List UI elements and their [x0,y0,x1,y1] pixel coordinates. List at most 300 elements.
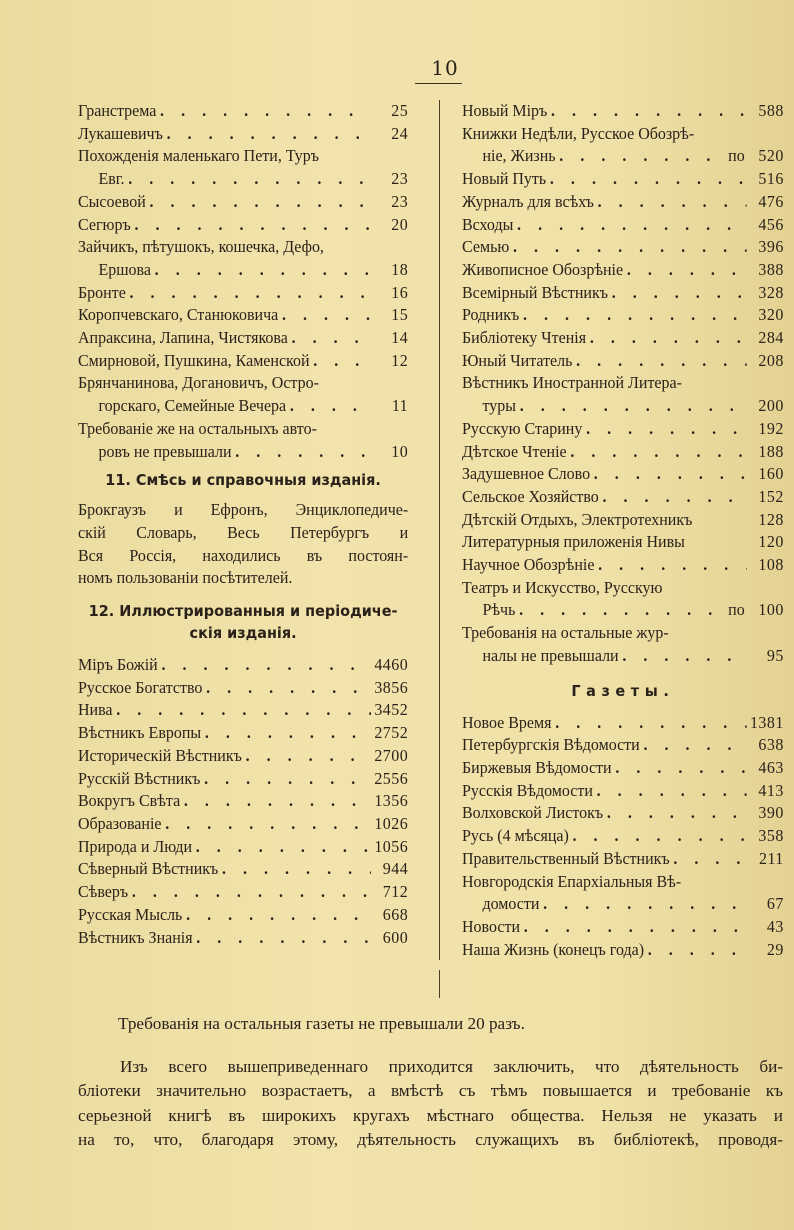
list-entry [78,145,408,190]
dot-leader [165,813,370,836]
list-entry [462,531,784,554]
entry-row [78,168,408,191]
entry-value: 2700 [374,745,409,765]
dot-leader [597,780,747,803]
entry-row [462,599,784,622]
entry-value: 120 [758,532,784,552]
entry-name-line: Требованія на остальные жур- [462,623,669,643]
list-entry [462,236,784,259]
list-entry [462,304,784,327]
dot-leader [235,441,371,464]
dot-leader [573,825,747,848]
dot-leader [149,191,370,214]
entry-value: 388 [758,259,784,279]
dot-leader [222,858,371,881]
dot-leader [204,768,370,791]
entry-value: 463 [758,757,784,777]
entry-value: 396 [758,237,784,257]
entry-value: 12 [391,350,409,370]
periodicals-list [78,654,408,949]
entry-row [462,395,784,418]
dot-leader [130,282,371,305]
dot-leader [590,327,747,350]
entry-row [78,259,408,282]
entry-name-line: Зайчикъ, пѣтушокъ, кошечка, Дефо, [78,237,324,257]
entry-value: 1356 [374,791,409,811]
list-entry [462,825,784,848]
list-entry [462,418,784,441]
list-entry [78,327,408,350]
heading-line: скія изданія. [189,624,297,643]
entry-name: Смирновой, Пушкина, Каменской [78,350,310,370]
entry-name: Бронте [78,282,126,302]
paragraph-line: скій Словарь, Весь Петербургъ и [78,522,409,542]
entry-value: 16 [391,282,409,302]
left-column [78,100,408,949]
entry-row [462,734,784,757]
list-entry [462,350,784,373]
dot-leader [570,441,746,464]
entry-name: Задушевное Слово [462,464,591,484]
entry-name: Евг. [98,169,125,189]
entry-value: 11 [391,396,409,416]
heading-line: 12. Иллюстрированныя и періодиче- [88,602,398,621]
entry-name: Лукашевичъ [78,123,163,143]
dot-leader [622,645,746,668]
entry-value: 320 [758,305,784,325]
conclusion-line: бліотеки значительно возрастаетъ, а вмѣстѣ съ тѣмъ повышается и требованіе къ [78,1081,783,1100]
entry-prefix: по [728,600,745,620]
dot-leader [134,214,371,237]
dot-leader [559,145,724,168]
entry-value: 29 [766,939,784,959]
entry-name: Научное Обозрѣніе [462,555,595,575]
entry-name: Русь (4 мѣсяца) [462,826,569,846]
dot-leader [205,722,371,745]
entry-row [78,927,408,950]
entry-value: 668 [382,904,409,924]
entry-value: 390 [758,803,784,823]
entry-row [462,350,784,373]
dot-leader [543,893,746,916]
dot-leader [673,848,746,871]
entry-name: Русское Богатство [78,677,203,697]
list-entry [462,327,784,350]
entry-value: 1381 [749,712,784,732]
entry-row [78,395,408,418]
entry-value: 211 [758,848,784,868]
list-entry [78,904,408,927]
entry-value: 15 [391,305,409,325]
entry-name: Новое Время [462,712,552,732]
dot-leader [246,745,371,768]
dot-leader [196,927,371,950]
entry-name: Міръ Божій [78,655,158,675]
entry-value: 1056 [374,836,409,856]
entry-row [78,654,408,677]
entry-name: туры [482,396,516,416]
entry-name: Новый Міръ [462,101,548,120]
entry-row [462,712,784,735]
list-entry [462,554,784,577]
entry-row [462,327,784,350]
entry-value: 18 [391,259,409,279]
entry-name: Русскій Вѣстникъ [78,768,201,788]
entry-name: Биржевыя Вѣдомости [462,757,612,777]
list-entry [78,745,408,768]
dot-leader [128,168,371,191]
entry-name: Нива [78,700,113,720]
entry-name-line: Новгородскія Епархіальныя Вѣ- [462,871,682,891]
dot-leader [555,712,746,735]
entry-row [78,813,408,836]
entry-name: Вѣстникъ Знанія [78,927,193,947]
entry-row [462,100,784,123]
list-entry [462,734,784,757]
entry-row [462,780,784,803]
entry-value: 712 [382,882,409,902]
newspapers-heading: Газеты. [571,681,675,700]
entry-name-line: Вѣстникъ Иностранной Литера- [462,373,682,393]
entry-name: Журналъ для всѣхъ [462,191,594,211]
entry-value: 284 [758,328,784,348]
list-entry [462,214,784,237]
paragraph-line: Брокгаузъ и Ефронъ, Энциклопедиче- [78,500,409,520]
dot-leader [290,395,371,418]
entry-name-line: Брянчанинова, Догановичъ, Остро- [78,373,319,393]
entry-value: 200 [758,396,784,416]
entry-row [462,418,784,441]
entry-row [462,463,784,486]
entry-name: Природа и Люди [78,836,193,856]
list-entry [78,418,408,463]
conclusion-line: серьезной книгѣ въ широкихъ кругахъ мѣстнаго общества. Нельзя не указать и [78,1105,783,1125]
list-entry [78,927,408,950]
entry-name: Всходы [462,214,514,234]
entry-name: Родникъ [462,305,520,325]
entry-row [462,825,784,848]
entry-name: Ершова [98,259,151,279]
entry-row [78,123,408,146]
entry-row [78,304,408,327]
dot-leader [612,282,747,305]
entry-value: 600 [382,927,409,947]
entry-name: Семью [462,237,510,257]
entry-value: 43 [766,916,784,936]
entry-row [78,858,408,881]
entry-value: 3452 [374,700,409,720]
entry-value: 456 [758,214,784,234]
dot-leader [550,168,747,191]
list-entry [462,123,784,168]
entry-row [462,893,784,916]
dot-leader [167,123,371,146]
list-entry [462,780,784,803]
entry-value: 638 [758,735,784,755]
entry-row [462,304,784,327]
page-number: 10 [431,56,459,80]
entry-value: 208 [758,350,784,370]
entry-row [78,282,408,305]
entry-value: 4460 [374,655,409,675]
entry-value: 3856 [374,677,409,697]
list-entry [462,259,784,282]
entry-name: Вѣстникъ Европы [78,723,202,743]
dot-leader [627,259,747,282]
conclusion-line: на то, что, благодаря этому, дѣятельность служащихъ въ библіотекѣ, проводя- [78,1130,783,1149]
dot-leader [524,916,747,939]
entry-row [78,441,408,464]
list-entry [462,372,784,417]
entry-name: Наша Жизнь (конецъ года) [462,939,645,959]
list-entry [462,577,784,622]
entry-name: Сысоевой [78,191,146,211]
entry-name: налы не превышали [482,645,619,665]
dot-leader [594,463,747,486]
dot-leader [586,418,746,441]
entry-name: Рѣчь [482,600,516,620]
entry-value: 516 [758,169,784,189]
entry-name: Русскія Вѣдомости [462,780,593,800]
right-column [462,100,784,961]
entry-value: 100 [758,600,784,620]
entry-value: 24 [391,123,409,143]
list-entry [78,722,408,745]
entry-row [78,722,408,745]
section-11-paragraph [78,499,408,590]
dot-leader [648,939,747,962]
dot-leader [184,790,371,813]
paragraph-line: номъ пользованіи посѣтителей. [78,568,293,588]
dot-leader [598,191,747,214]
dot-leader [132,881,371,904]
section-12-heading [78,600,408,644]
entry-name: Дѣтское Чтеніе [462,441,567,461]
entry-row [462,145,784,168]
dot-leader [186,904,371,927]
entry-name: Сегюръ [78,214,131,234]
entry-row [78,790,408,813]
list-entry [78,214,408,237]
entry-row [462,916,784,939]
newspapers-list [462,712,784,962]
entry-value: 2752 [374,723,409,743]
entry-row [462,509,784,532]
entry-row [462,531,784,554]
entry-row [462,168,784,191]
entry-row [462,214,784,237]
dot-leader [615,757,746,780]
entry-value: 192 [758,418,784,438]
entry-name: Историческій Вѣстникъ [78,745,242,765]
entry-name: Петербургскія Вѣдомости [462,735,640,755]
column-divider [439,100,440,998]
footer-text [78,1012,783,1153]
entry-name: ровъ не превышали [98,441,232,461]
entry-row [462,236,784,259]
dot-leader [519,599,724,622]
dot-leader [576,350,746,373]
conclusion-line: Изъ всего вышеприведеннаго приходится заключить, что дѣятельность би- [120,1056,783,1076]
entry-name: Живописное Обозрѣніе [462,259,624,279]
entry-name: Русскую Старину [462,418,583,438]
entry-value: 128 [758,509,784,529]
authors-list [78,100,408,463]
entry-name: Вокругъ Свѣта [78,791,181,811]
list-entry [78,191,408,214]
entry-value: 108 [758,555,784,575]
entry-name: ніе, Жизнь [482,146,556,166]
entry-name-line: Театръ и Искусство, Русскую [462,577,663,597]
list-entry [462,712,784,735]
dot-leader [603,486,747,509]
list-entry [462,168,784,191]
entry-value: 944 [382,859,409,879]
list-entry [462,509,784,532]
entry-value: 588 [758,101,784,120]
entry-name-line: Похожденія маленькаго Пети, Туръ [78,146,320,166]
page-number-rule [415,83,462,84]
list-entry [78,836,408,859]
list-entry [462,463,784,486]
dot-leader [517,214,747,237]
entry-name: Библіотеку Чтенія [462,328,587,348]
dot-leader [155,259,371,282]
dot-leader [313,350,371,373]
list-entry [78,100,408,123]
entry-name-line: Книжки Недѣли, Русское Обозрѣ- [462,123,695,143]
entry-name: домости [482,894,540,914]
entry-value: 152 [758,486,784,506]
dot-leader [643,734,746,757]
entry-name: Волховской Листокъ [462,803,604,823]
entry-value: 23 [391,191,409,211]
entry-row [78,904,408,927]
list-entry [78,677,408,700]
entry-prefix: по [728,146,745,166]
dot-leader [282,304,371,327]
list-entry [462,441,784,464]
dot-leader [196,836,371,859]
entry-row [462,282,784,305]
entry-value: 20 [391,214,409,234]
entry-row [78,745,408,768]
entry-row [78,881,408,904]
entry-row [78,191,408,214]
list-entry [78,768,408,791]
dot-leader [206,677,370,700]
entry-row [78,836,408,859]
dot-leader [523,304,747,327]
entry-name: Правительственный Вѣстникъ [462,848,670,868]
list-entry [78,881,408,904]
dot-leader [292,327,371,350]
entry-row [78,350,408,373]
entry-value: 23 [391,169,409,189]
dot-leader [598,554,746,577]
dot-leader [161,654,370,677]
entry-name: Сѣверъ [78,882,129,902]
list-entry [78,372,408,417]
list-entry [462,191,784,214]
dot-leader [513,236,747,259]
list-entry [462,802,784,825]
entry-value: 328 [758,282,784,302]
section-11-heading: 11. Смѣсь и справочныя изданія. [105,471,381,490]
dot-leader [116,699,370,722]
entry-value: 25 [391,101,409,120]
list-entry [462,100,784,123]
list-entry [78,123,408,146]
entry-value: 95 [766,645,784,665]
entry-name-line: Требованіе же на остальныхъ авто- [78,418,317,438]
entry-row [462,757,784,780]
entry-value: 476 [758,191,784,211]
entry-value: 160 [758,464,784,484]
entry-name: Гранстрема [78,101,157,120]
entry-row [462,645,784,668]
dot-leader [607,802,747,825]
entry-value: 67 [766,894,784,914]
entry-row [78,214,408,237]
list-entry [462,871,784,916]
list-entry [78,236,408,281]
list-entry [78,282,408,305]
entry-row [78,677,408,700]
entry-row [78,699,408,722]
entry-name: Всемірный Вѣстникъ [462,282,609,302]
entry-name: Литературныя приложенія Нивы [462,532,685,552]
entry-value: 358 [758,826,784,846]
list-entry [78,304,408,327]
entry-name: Апраксина, Лапина, Чистякова [78,328,288,348]
list-entry [462,282,784,305]
dot-leader [520,395,747,418]
entry-name: Дѣтскій Отдыхъ, Электротехникъ [462,509,693,529]
entry-value: 14 [391,328,409,348]
entry-row [78,768,408,791]
entry-name: горскаго, Семейные Вечера [98,396,287,416]
entry-value: 520 [758,146,784,166]
entry-row [462,939,784,962]
paragraph-line: Вся Россія, находились въ постоян- [78,545,409,565]
entry-row [462,554,784,577]
entry-row [462,802,784,825]
entry-row [462,441,784,464]
newspapers-note: Требованія на остальныя газеты не превышали 20 разъ. [118,1014,525,1033]
list-entry [462,486,784,509]
entry-value: 10 [391,441,409,461]
entry-name: Юный Читатель [462,350,573,370]
dot-leader [160,100,371,123]
column-divider-gap [438,960,441,970]
entry-row [462,848,784,871]
dot-leader [551,100,747,123]
list-entry [462,916,784,939]
list-entry [78,858,408,881]
list-entry [78,654,408,677]
list-entry [78,813,408,836]
entry-name: Новости [462,916,521,936]
entry-name: Новый Путь [462,169,547,189]
entry-value: 188 [758,441,784,461]
entry-value: 413 [758,780,784,800]
list-entry [462,939,784,962]
list-entry [78,790,408,813]
entry-row [78,327,408,350]
list-entry [462,622,784,667]
entry-name: Сѣверный Вѣстникъ [78,859,219,879]
